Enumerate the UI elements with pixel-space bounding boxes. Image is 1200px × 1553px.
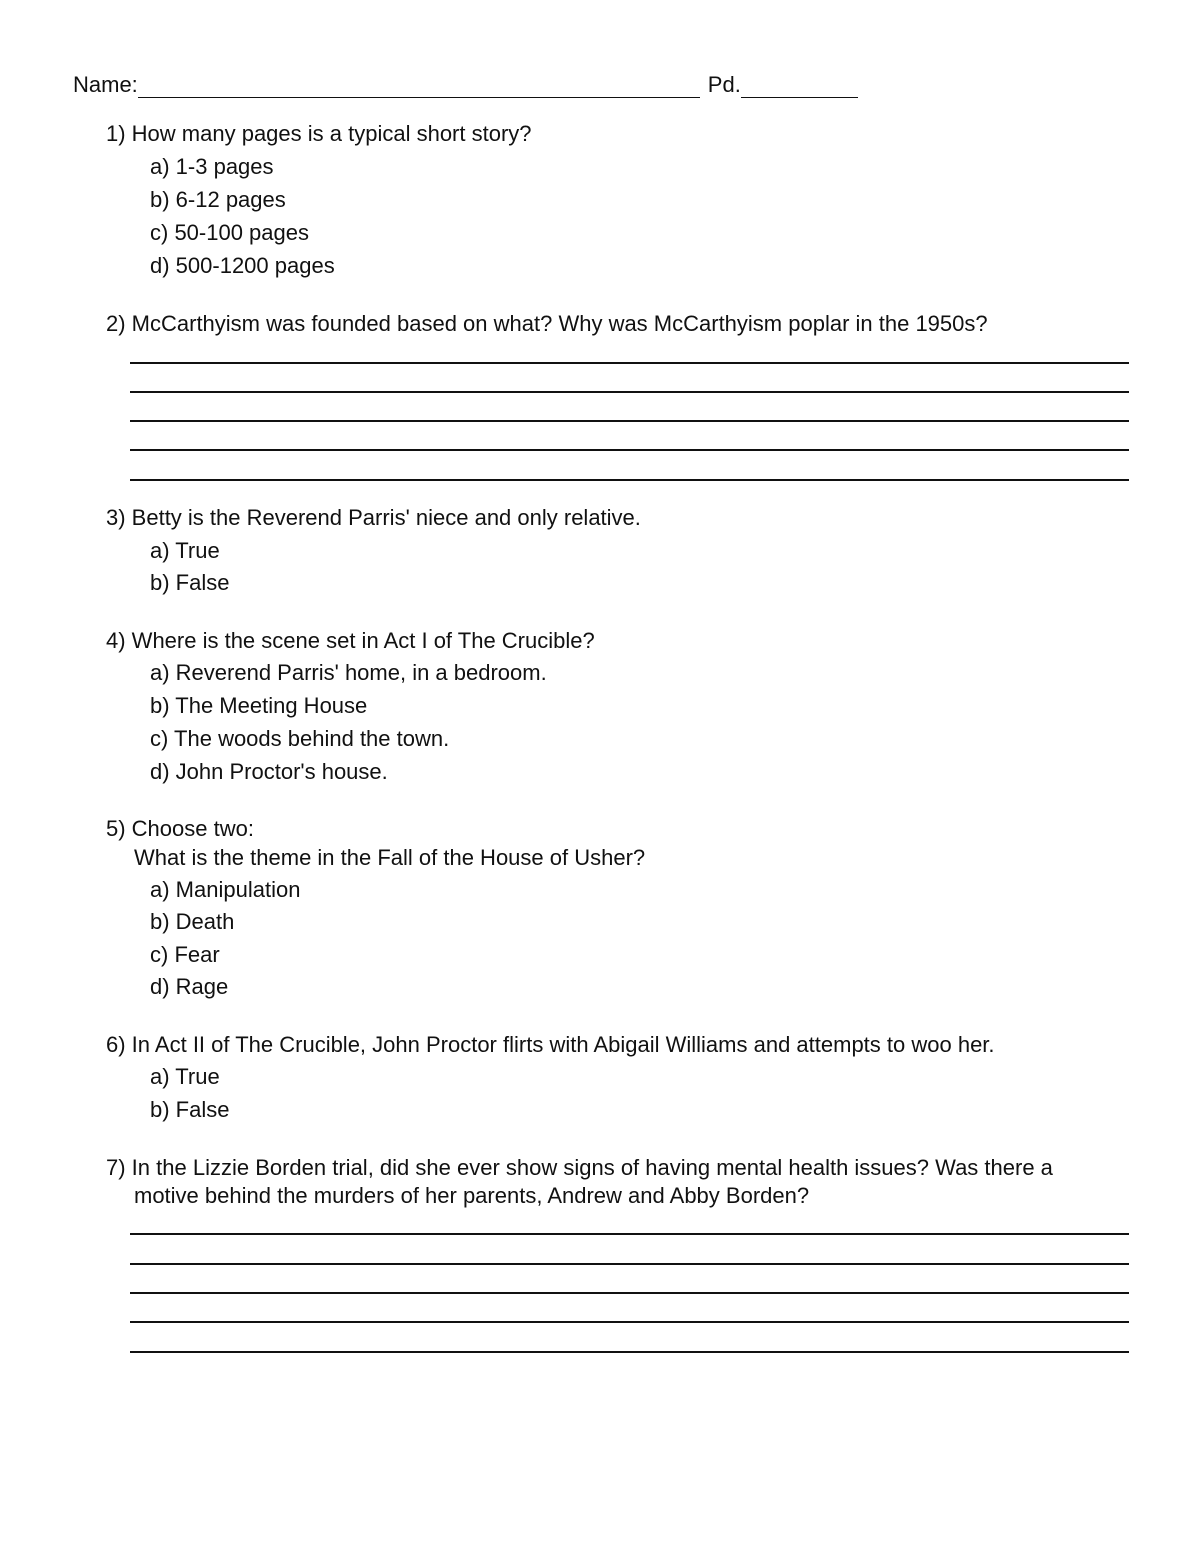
question-7-continued: motive behind the murders of her parents, Andrew and Abby Borden? bbox=[134, 1183, 810, 1208]
question-1-option-c[interactable]: c) 50-100 pages bbox=[150, 220, 309, 245]
question-5-prompt: What is the theme in the Fall of the House of Usher? bbox=[134, 845, 646, 870]
question-1-option-b[interactable]: b) 6-12 pages bbox=[150, 187, 286, 212]
question-4-option-b[interactable]: b) The Meeting House bbox=[150, 693, 368, 718]
question-7: 7) In the Lizzie Borden trial, did she ever show signs of having mental health issues? Was there a bbox=[106, 1155, 1053, 1180]
question-6-option-a[interactable]: a) True bbox=[150, 1064, 220, 1089]
question-6: 6) In Act II of The Crucible, John Proctor flirts with Abigail Williams and attempts to woo her. bbox=[106, 1032, 995, 1057]
question-5-option-a[interactable]: a) Manipulation bbox=[150, 877, 301, 902]
answer-line[interactable] bbox=[130, 420, 1129, 422]
question-5-option-c[interactable]: c) Fear bbox=[150, 942, 220, 967]
question-4-option-c[interactable]: c) The woods behind the town. bbox=[150, 726, 450, 751]
question-4: 4) Where is the scene set in Act I of The Crucible? bbox=[106, 628, 595, 653]
question-3: 3) Betty is the Reverend Parris' niece and only relative. bbox=[106, 505, 641, 530]
answer-line[interactable] bbox=[130, 1233, 1129, 1235]
answer-line[interactable] bbox=[130, 362, 1129, 364]
question-5-option-b[interactable]: b) Death bbox=[150, 909, 235, 934]
question-5: 5) Choose two: bbox=[106, 816, 254, 841]
answer-line[interactable] bbox=[130, 449, 1129, 451]
question-4-option-d[interactable]: d) John Proctor's house. bbox=[150, 759, 388, 784]
question-4-option-a[interactable]: a) Reverend Parris' home, in a bedroom. bbox=[150, 660, 547, 685]
answer-line[interactable] bbox=[130, 479, 1129, 481]
question-1-option-a[interactable]: a) 1-3 pages bbox=[150, 154, 274, 179]
header-line bbox=[73, 72, 858, 98]
answer-line[interactable] bbox=[130, 1321, 1129, 1323]
answer-line[interactable] bbox=[130, 391, 1129, 393]
answer-line[interactable] bbox=[130, 1292, 1129, 1294]
question-5-option-d[interactable]: d) Rage bbox=[150, 974, 229, 999]
name-label: Name: bbox=[73, 72, 138, 97]
question-2: 2) McCarthyism was founded based on what? Why was McCarthyism poplar in the 1950s? bbox=[106, 311, 988, 336]
answer-line[interactable] bbox=[130, 1263, 1129, 1265]
answer-line[interactable] bbox=[130, 1351, 1129, 1353]
question-3-option-b[interactable]: b) False bbox=[150, 570, 230, 595]
period-blank[interactable] bbox=[741, 77, 858, 98]
period-label: Pd. bbox=[707, 72, 741, 97]
question-1: 1) How many pages is a typical short story? bbox=[106, 121, 532, 146]
question-1-option-d[interactable]: d) 500-1200 pages bbox=[150, 253, 335, 278]
question-6-option-b[interactable]: b) False bbox=[150, 1097, 230, 1122]
name-blank[interactable] bbox=[138, 77, 700, 98]
question-3-option-a[interactable]: a) True bbox=[150, 538, 220, 563]
